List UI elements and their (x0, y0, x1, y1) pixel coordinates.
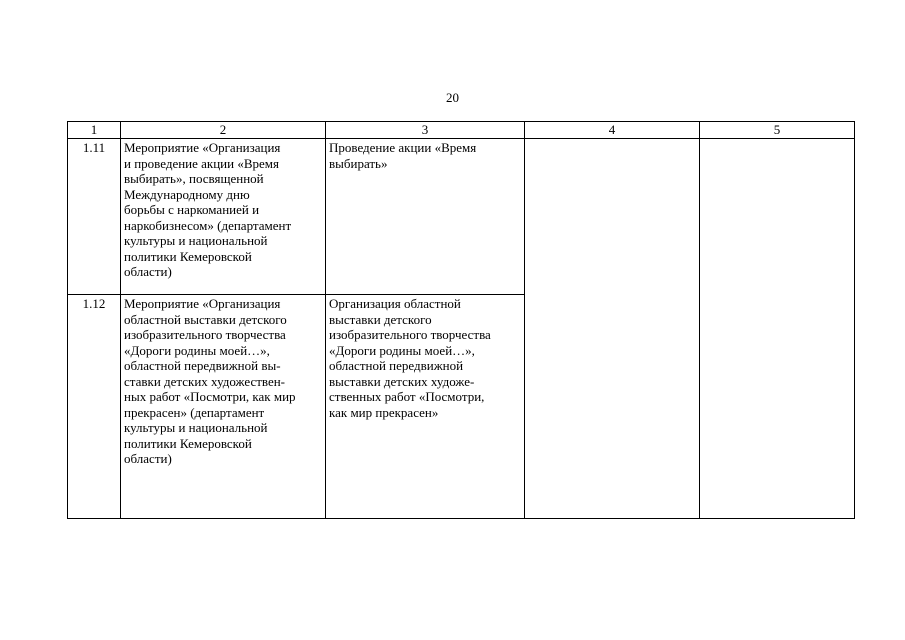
table-row (68, 139, 855, 295)
event-activity-text: Проведение акции «Время выбирать» (329, 140, 477, 171)
column-header-4: 4 (525, 122, 700, 139)
event-description (121, 139, 326, 295)
event-description (121, 295, 326, 519)
table-header-row (68, 122, 855, 139)
column-header-5: 5 (700, 122, 855, 139)
column-header-1: 1 (68, 122, 121, 139)
page-number: 20 (446, 90, 459, 105)
row-number: 1.12 (68, 295, 121, 519)
program-table (67, 121, 855, 519)
column-5-cell (700, 139, 855, 519)
row-number: 1.11 (68, 139, 121, 295)
event-activity-text: Организация областной выставки детского изобразительного творчества «Дороги родины моей…», областной передвижной выставки детских художе- ственных работ «Посмотри, как мир прекрасен» (329, 296, 491, 420)
event-activity (326, 139, 525, 295)
column-header-3: 3 (326, 122, 525, 139)
event-description-text: Мероприятие «Организация и проведение акции «Время выбирать», посвященной Международному дню борьбы с наркоманией и наркобизнесом» (департамент культуры и национальной политики Кемеровской области) (124, 140, 292, 279)
event-activity (326, 295, 525, 519)
event-description-text: Мероприятие «Организация областной выставки детского изобразительного творчества «Дороги родины моей…», областной передвижной вы- ставки детских художествен- ных работ «Посмотри, как мир прекрасен» (департамент культуры и национальной политики Кемеровской области) (124, 296, 296, 466)
column-header-2: 2 (121, 122, 326, 139)
column-4-cell (525, 139, 700, 519)
